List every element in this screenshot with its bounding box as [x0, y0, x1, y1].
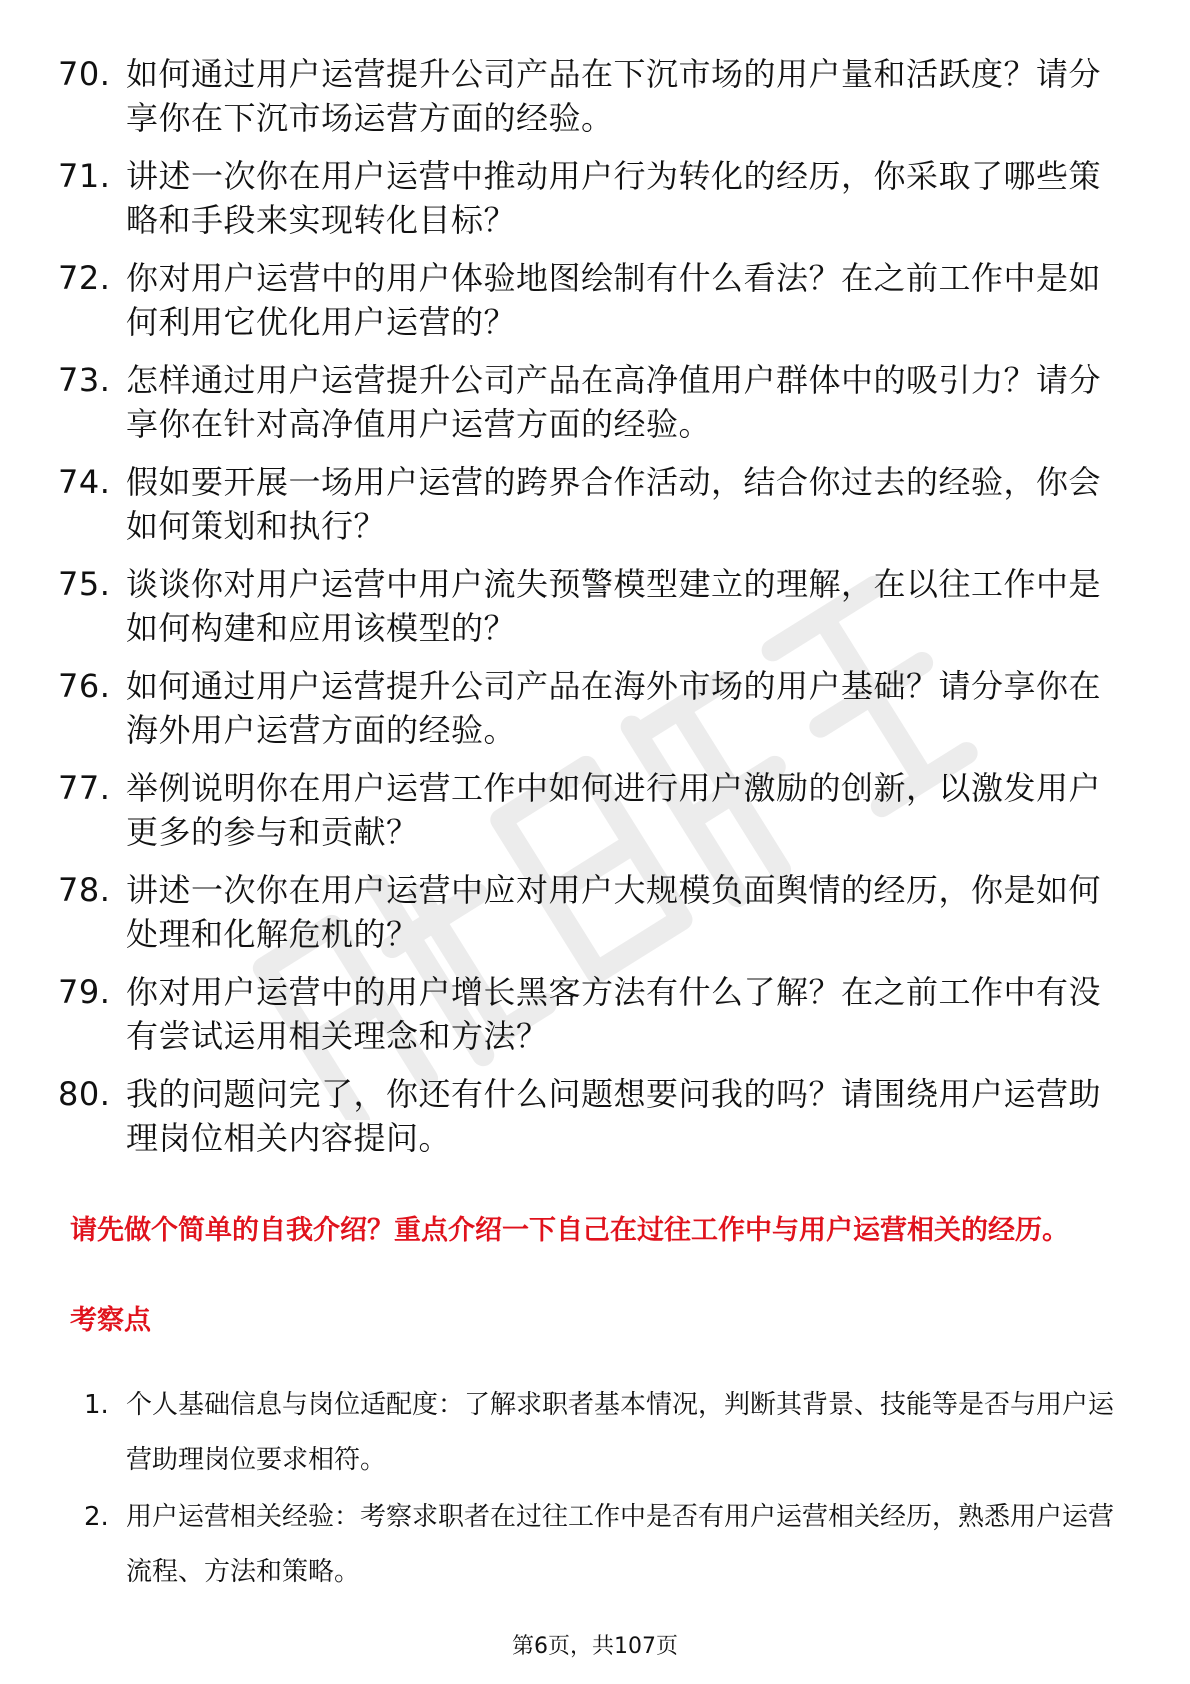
- question-item: [58, 460, 1118, 548]
- point-text: 用户运营相关经验：考察求职者在过往工作中是否有用户运营相关经历，熟悉用户运营流程、方法和策略。: [126, 1502, 1115, 1587]
- question-text: 你对用户运营中的用户增长黑客方法有什么了解？在之前工作中有没有尝试运用相关理念和方法？: [126, 973, 1102, 1055]
- question-number: 78.: [58, 871, 111, 909]
- question-list: [58, 52, 1118, 1174]
- question-number: 76.: [58, 667, 111, 705]
- point-number: 2.: [84, 1502, 109, 1532]
- question-item: [58, 868, 1118, 956]
- question-text: 我的问题问完了，你还有什么问题想要问我的吗？请围绕用户运营助理岗位相关内容提问。: [126, 1075, 1102, 1157]
- question-item: [58, 970, 1118, 1058]
- question-number: 77.: [58, 769, 111, 807]
- question-text: 讲述一次你在用户运营中推动用户行为转化的经历，你采取了哪些策略和手段来实现转化目标？: [126, 157, 1102, 239]
- question-text: 如何通过用户运营提升公司产品在海外市场的用户基础？请分享你在海外用户运营方面的经验。: [126, 667, 1102, 749]
- question-item: [58, 664, 1118, 752]
- assessment-point: [84, 1378, 1114, 1488]
- question-item: [58, 358, 1118, 446]
- point-number: 1.: [84, 1390, 109, 1420]
- question-text: 讲述一次你在用户运营中应对用户大规模负面舆情的经历，你是如何处理和化解危机的？: [126, 871, 1102, 953]
- question-number: 75.: [58, 565, 111, 603]
- point-text: 个人基础信息与岗位适配度：了解求职者基本情况，判断其背景、技能等是否与用户运营助理岗位要求相符。: [126, 1390, 1115, 1475]
- question-text: 谈谈你对用户运营中用户流失预警模型建立的理解，在以往工作中是如何构建和应用该模型的？: [126, 565, 1102, 647]
- assessment-point: [84, 1490, 1114, 1600]
- question-item: [58, 766, 1118, 854]
- question-text: 你对用户运营中的用户体验地图绘制有什么看法？在之前工作中是如何利用它优化用户运营的？: [126, 259, 1102, 341]
- page-footer: 第6页，共107页: [512, 1634, 678, 1659]
- question-number: 73.: [58, 361, 111, 399]
- question-number: 74.: [58, 463, 111, 501]
- intro-question-heading: 请先做个简单的自我介绍？重点介绍一下自己在过往工作中与用户运营相关的经历。: [70, 1215, 1069, 1246]
- question-text: 如何通过用户运营提升公司产品在下沉市场的用户量和活跃度？请分享你在下沉市场运营方面的经验。: [126, 55, 1102, 137]
- question-number: 79.: [58, 973, 111, 1011]
- question-number: 70.: [58, 55, 111, 93]
- assessment-points-heading: 考察点: [70, 1305, 151, 1336]
- question-number: 71.: [58, 157, 111, 195]
- question-text: 举例说明你在用户运营工作中如何进行用户激励的创新，以激发用户更多的参与和贡献？: [126, 769, 1102, 851]
- question-item: [58, 256, 1118, 344]
- question-number: 72.: [58, 259, 111, 297]
- assessment-points-list: [84, 1378, 1114, 1602]
- question-item: [58, 562, 1118, 650]
- question-text: 假如要开展一场用户运营的跨界合作活动，结合你过去的经验，你会如何策划和执行？: [126, 463, 1102, 545]
- question-text: 怎样通过用户运营提升公司产品在高净值用户群体中的吸引力？请分享你在针对高净值用户运营方面的经验。: [126, 361, 1102, 443]
- question-item: [58, 52, 1118, 140]
- question-item: [58, 1072, 1118, 1160]
- question-item: [58, 154, 1118, 242]
- question-number: 80.: [58, 1075, 111, 1113]
